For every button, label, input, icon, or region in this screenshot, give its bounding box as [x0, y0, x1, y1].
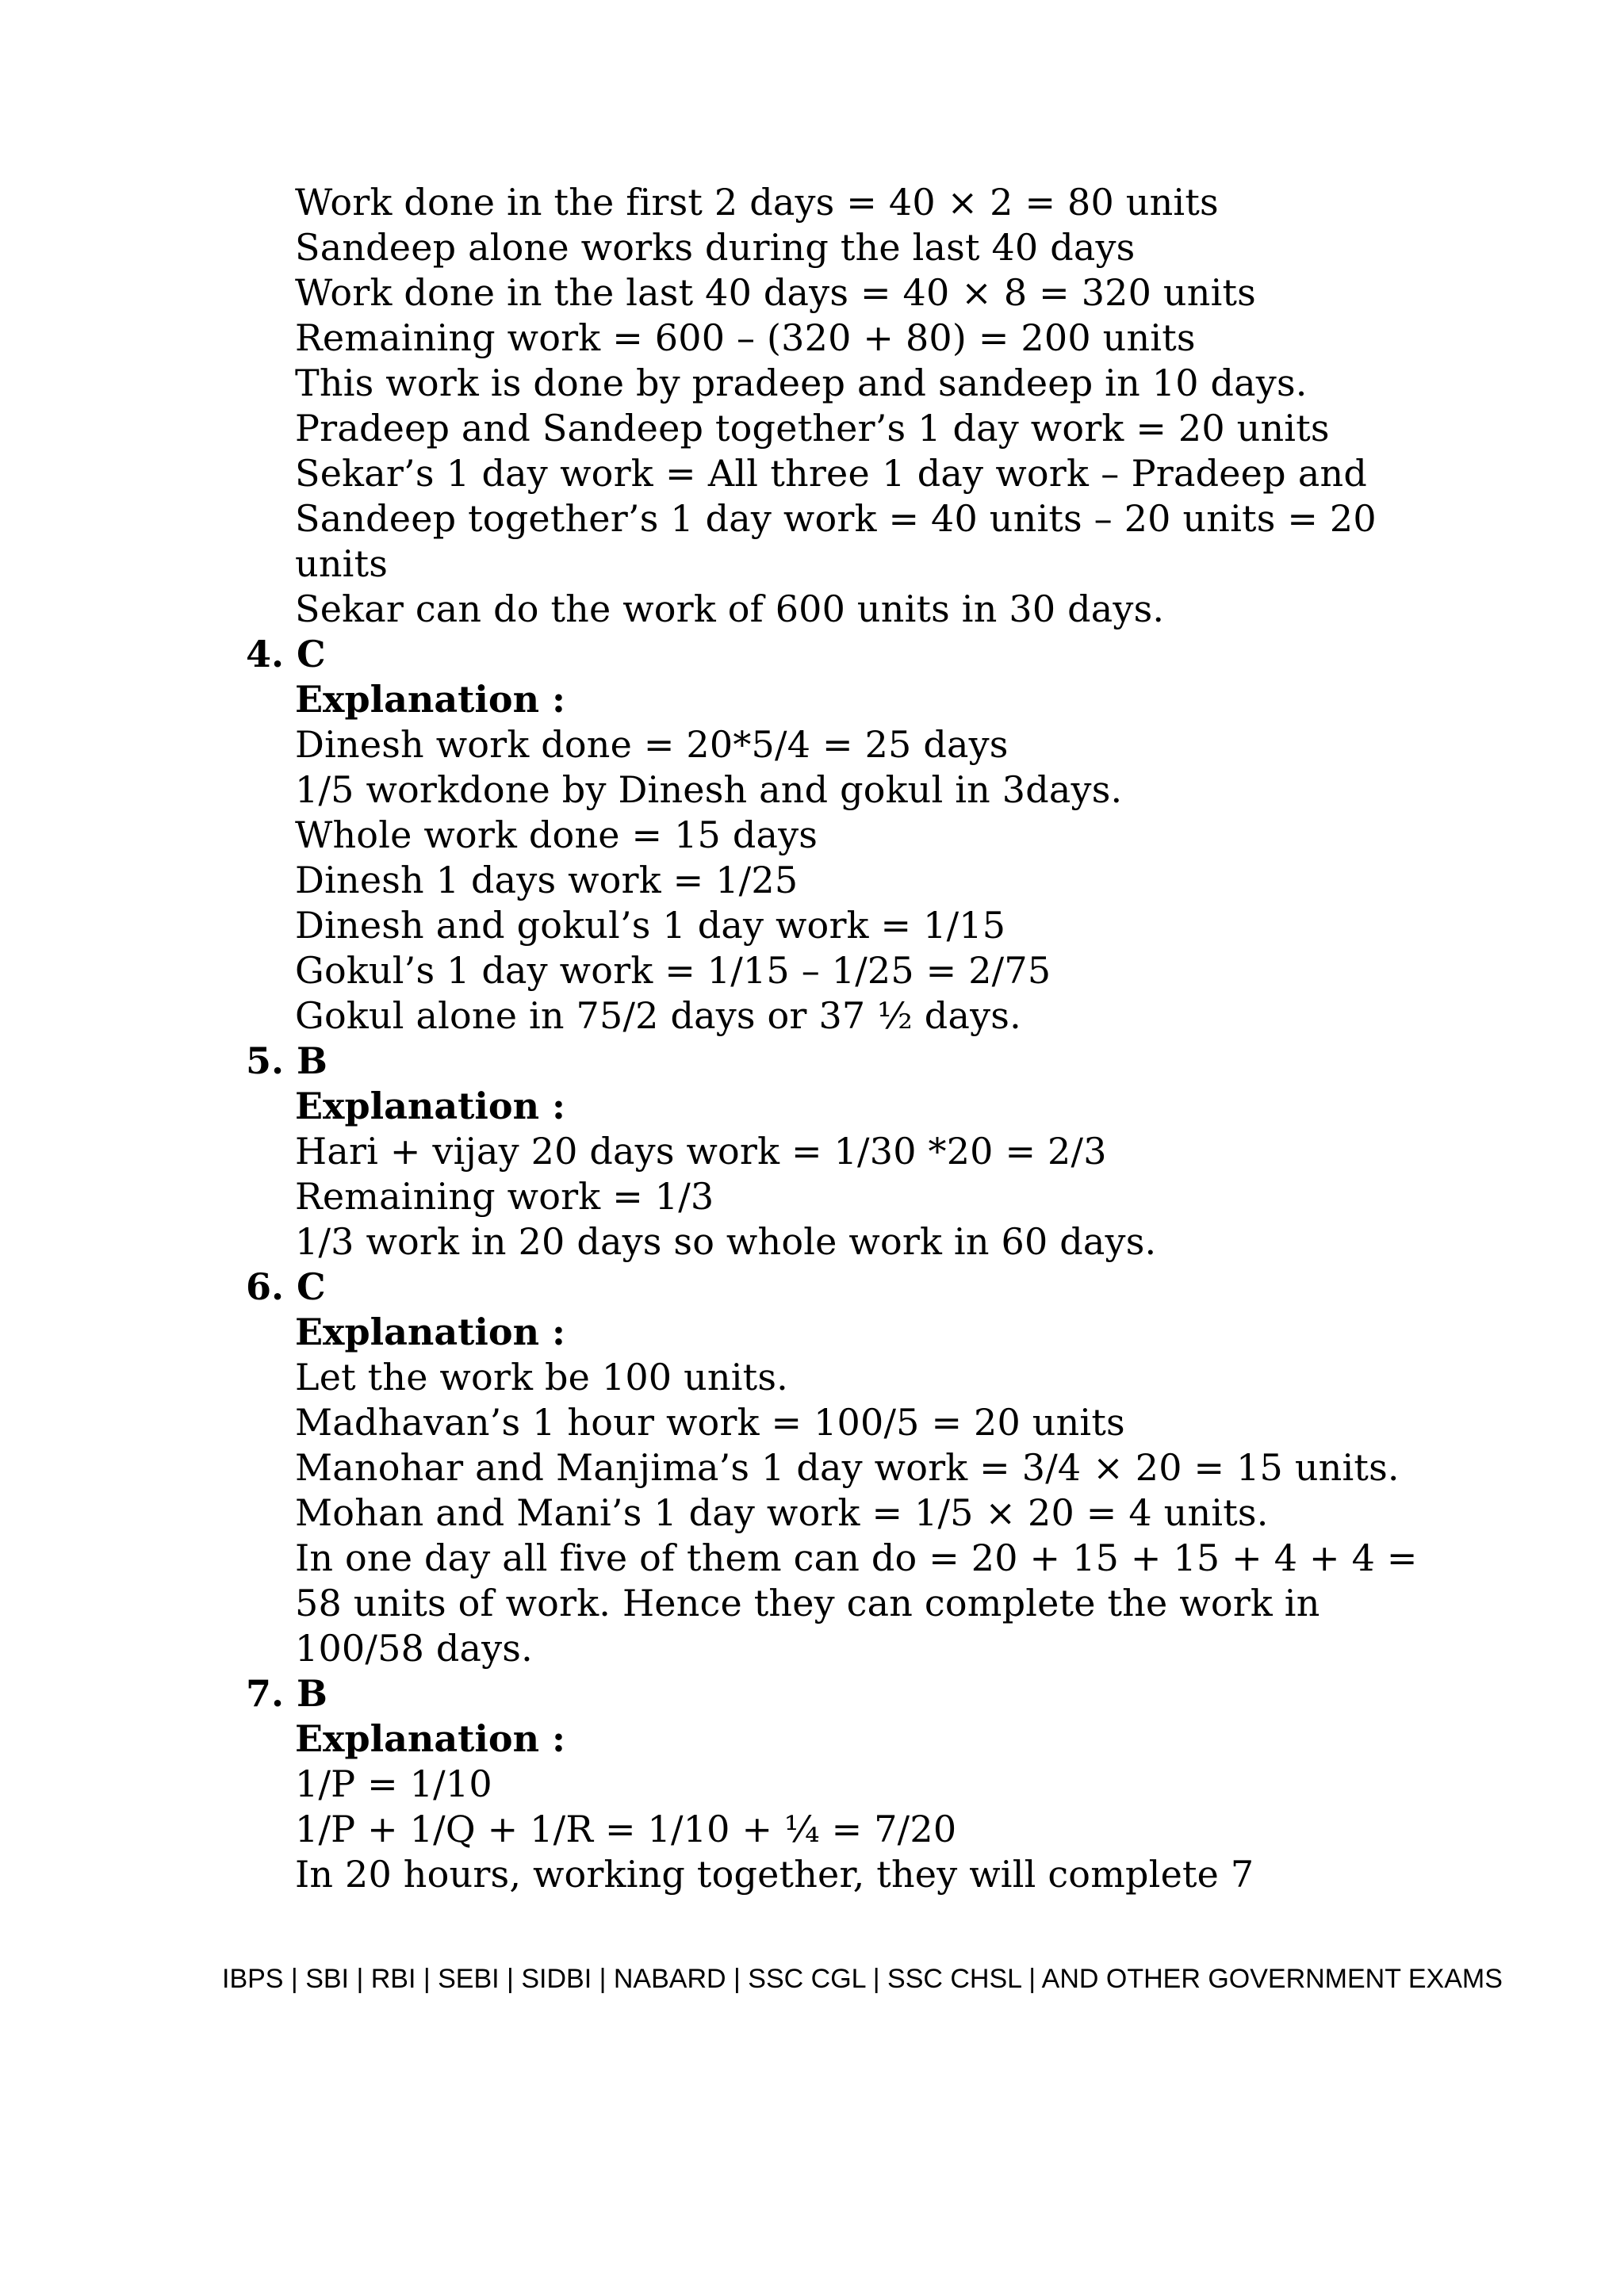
answer-heading: 6. C [246, 1265, 326, 1308]
solution-line: Let the work be 100 units. [295, 1356, 788, 1399]
solution-line: Dinesh and gokul’s 1 day work = 1/15 [295, 904, 1006, 947]
solution-line: Work done in the first 2 days = 40 × 2 = 80 units [295, 181, 1219, 224]
answer-heading: 4. C [246, 633, 326, 675]
solution-line: Sandeep alone works during the last 40 days [295, 226, 1136, 269]
solution-line: Hari + vijay 20 days work = 1/30 *20 = 2/3 [295, 1130, 1107, 1173]
solution-line: In one day all five of them can do = 20 + 15 + 15 + 4 + 4 = [295, 1536, 1418, 1579]
solution-line: 1/5 workdone by Dinesh and gokul in 3days. [295, 768, 1123, 811]
solution-line: Sandeep together’s 1 day work = 40 units – 20 units = 20 [295, 497, 1377, 540]
solution-line: Pradeep and Sandeep together’s 1 day work = 20 units [295, 407, 1330, 450]
solution-line: This work is done by pradeep and sandeep in 10 days. [295, 362, 1308, 404]
solution-line: Sekar’s 1 day work = All three 1 day work – Pradeep and [295, 452, 1367, 495]
solution-line: Mohan and Mani’s 1 day work = 1/5 × 20 = 4 units. [295, 1491, 1269, 1534]
solution-line: 100/58 days. [295, 1627, 533, 1670]
page-footer: IBPS | SBI | RBI | SEBI | SIDBI | NABARD | SSC CGL | SSC CHSL | AND OTHER GOVERNMENT EXAMS [222, 1964, 1503, 1994]
solution-line: Gokul’s 1 day work = 1/15 – 1/25 = 2/75 [295, 949, 1051, 992]
solution-line: Dinesh work done = 20*5/4 = 25 days [295, 723, 1009, 766]
solution-line: Manohar and Manjima’s 1 day work = 3/4 × 20 = 15 units. [295, 1446, 1400, 1489]
answer-heading: 5. B [246, 1039, 327, 1082]
explanation-label: Explanation : [295, 1717, 566, 1760]
solution-line: Madhavan’s 1 hour work = 100/5 = 20 units [295, 1401, 1125, 1444]
solution-line: units [295, 542, 389, 585]
explanation-label: Explanation : [295, 1311, 566, 1353]
solution-line: Whole work done = 15 days [295, 813, 818, 856]
explanation-label: Explanation : [295, 678, 566, 721]
solution-line: In 20 hours, working together, they will complete 7 [295, 1853, 1254, 1896]
solution-line: Gokul alone in 75/2 days or 37 ½ days. [295, 994, 1021, 1037]
solution-line: Remaining work = 1/3 [295, 1175, 714, 1218]
solution-line: 1/P = 1/10 [295, 1762, 492, 1805]
solution-line: 1/3 work in 20 days so whole work in 60 days. [295, 1220, 1157, 1263]
explanation-label: Explanation : [295, 1085, 566, 1127]
solution-line: Sekar can do the work of 600 units in 30 days. [295, 587, 1165, 630]
solution-line: Dinesh 1 days work = 1/25 [295, 859, 799, 901]
solution-line: Remaining work = 600 – (320 + 80) = 200 units [295, 316, 1196, 359]
solution-line: Work done in the last 40 days = 40 × 8 = 320 units [295, 271, 1256, 314]
solution-line: 1/P + 1/Q + 1/R = 1/10 + ¼ = 7/20 [295, 1808, 957, 1850]
answer-heading: 7. B [246, 1672, 327, 1715]
solution-line: 58 units of work. Hence they can complete the work in [295, 1582, 1320, 1624]
